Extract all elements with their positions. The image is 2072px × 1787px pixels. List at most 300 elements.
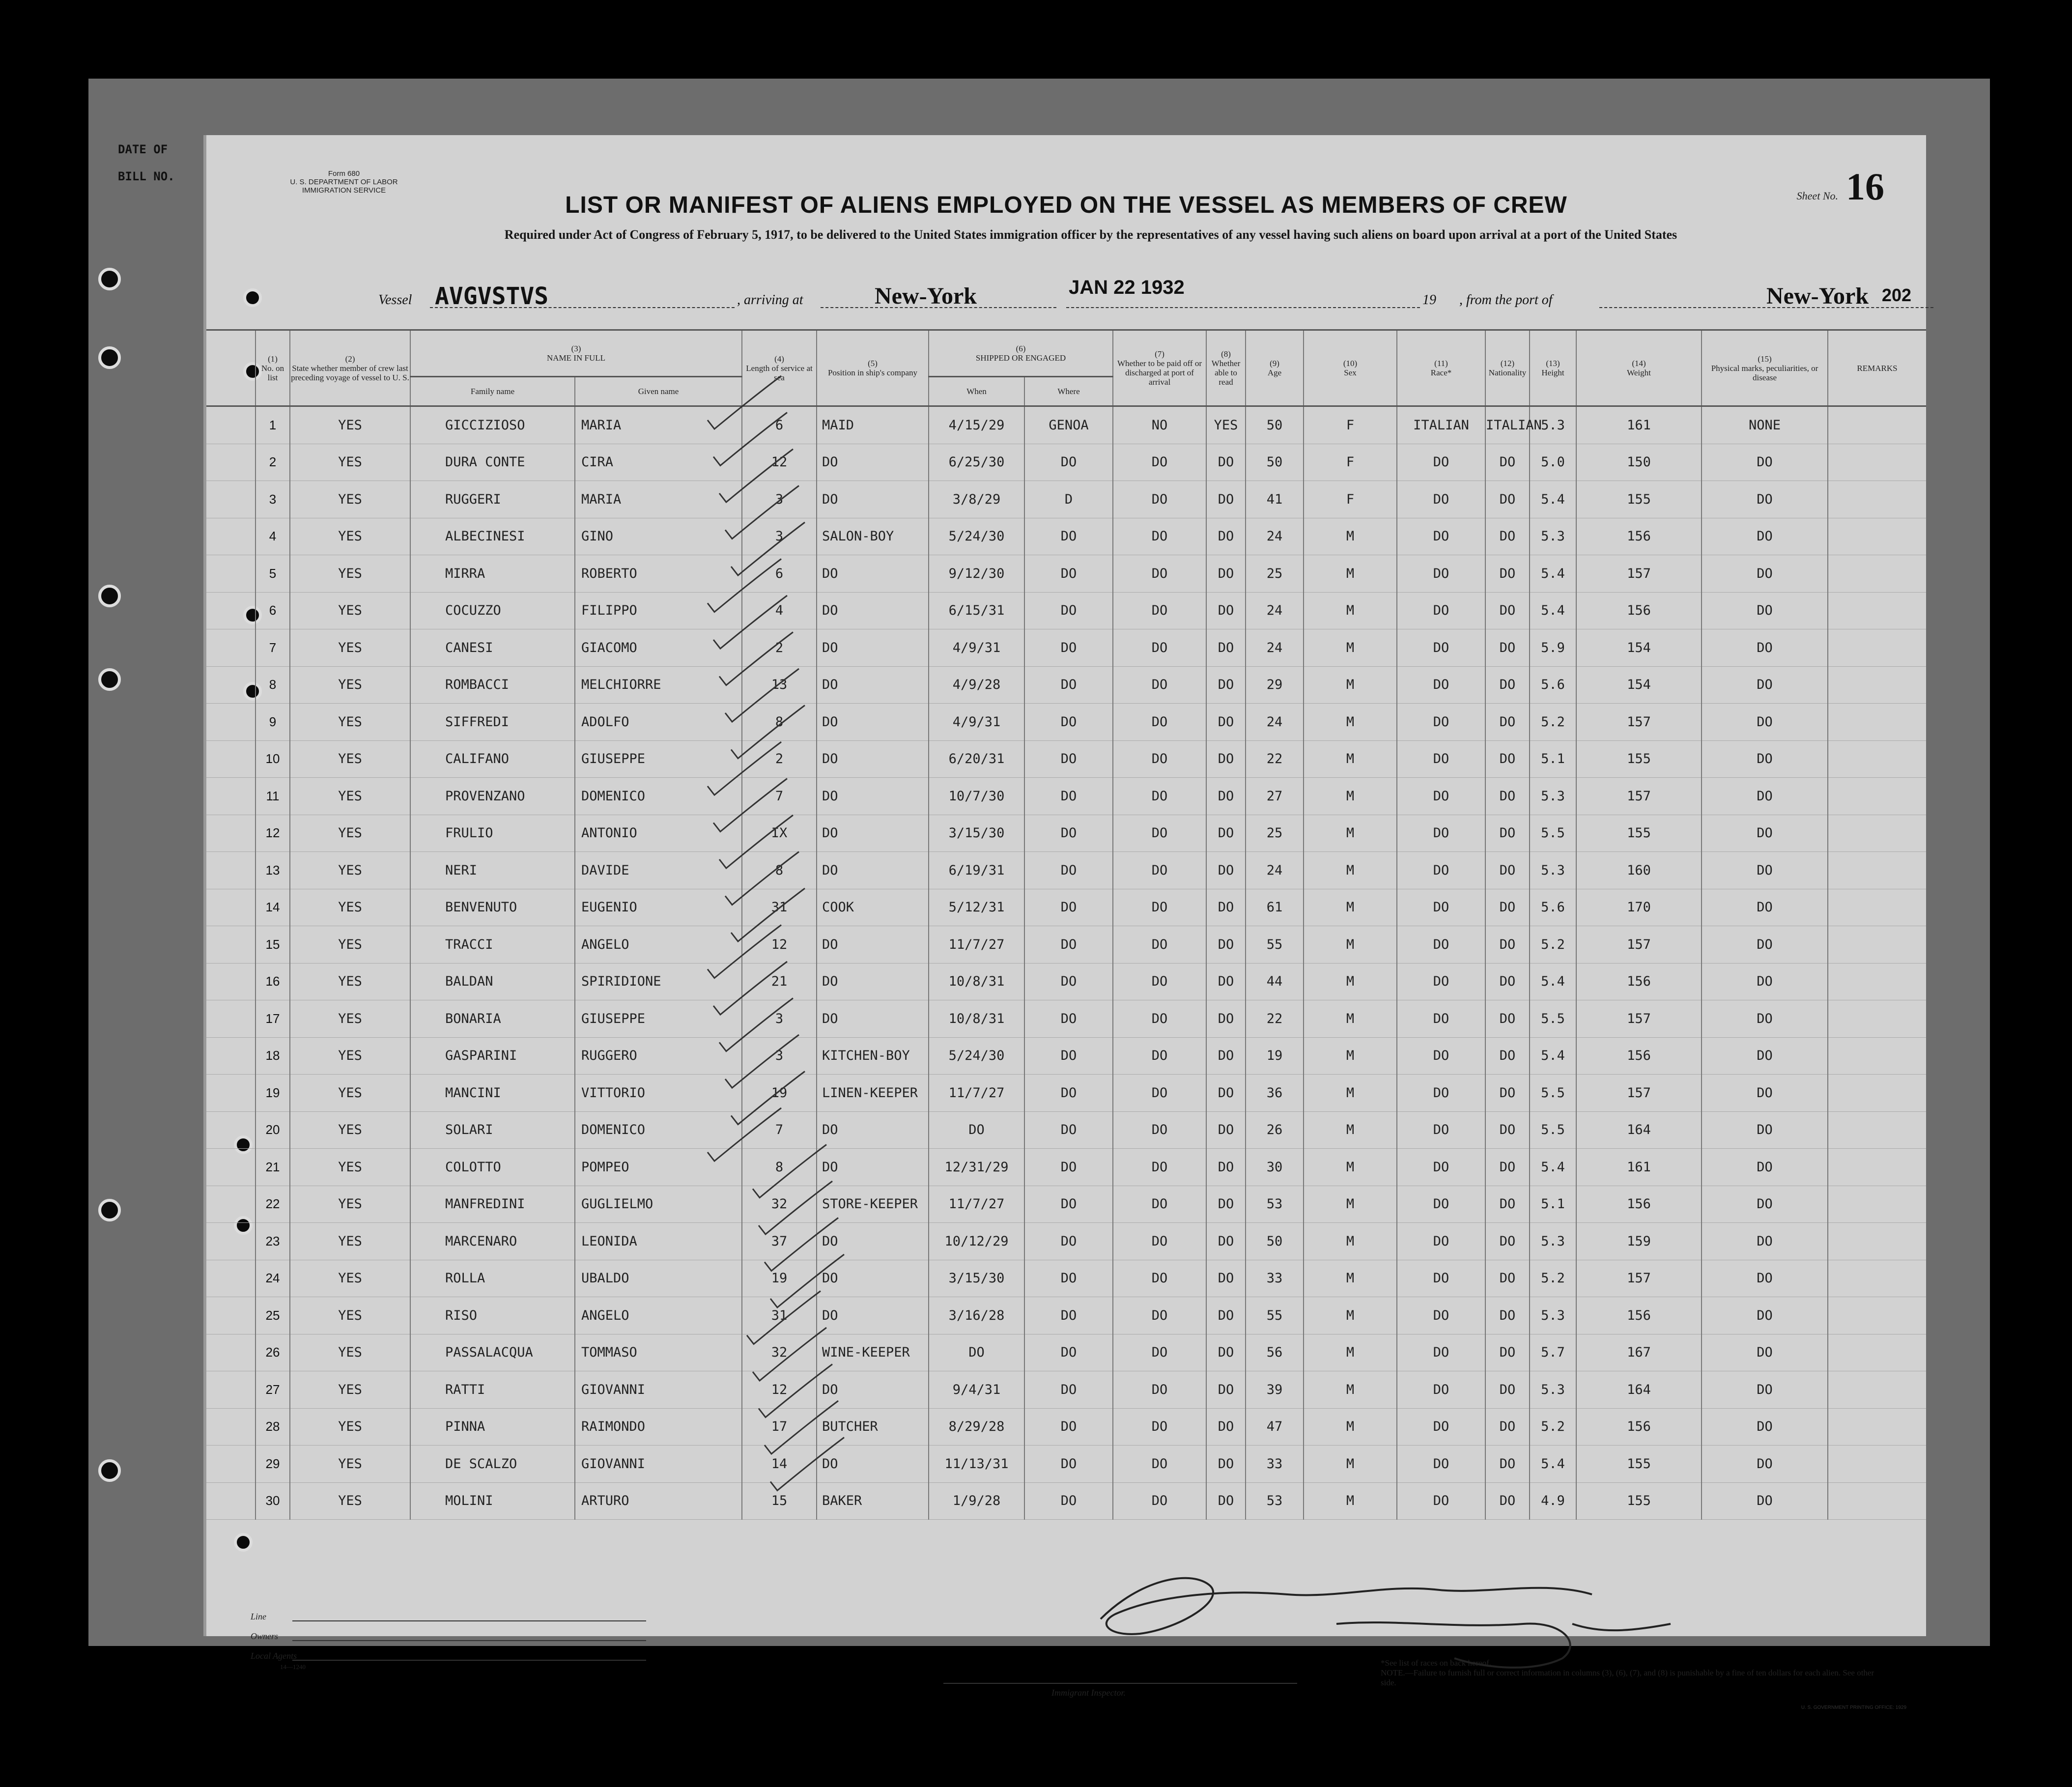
shipped-when-cell: 4/9/31: [929, 629, 1024, 667]
punch-hole: [98, 585, 121, 607]
paid-off-cell: DO: [1113, 889, 1206, 926]
shipped-when-cell: 6/25/30: [929, 444, 1024, 481]
sex-cell: M: [1304, 1037, 1397, 1075]
margin-cell: [206, 518, 255, 555]
crew-manifest-table: [206, 329, 1926, 1520]
row-number: 23: [255, 1223, 290, 1260]
header-given-name: Given name: [575, 377, 742, 406]
position-cell: DO: [817, 1260, 929, 1297]
printer-imprint: U. S. GOVERNMENT PRINTING OFFICE: 1929: [1801, 1705, 1906, 1710]
able-to-read-cell: DO: [1206, 1482, 1246, 1520]
race-cell: DO: [1397, 1371, 1485, 1409]
previous-voyage-cell: YES: [290, 1297, 410, 1334]
given-name-cell: MARIA: [575, 481, 742, 518]
age-cell: 27: [1246, 778, 1304, 815]
able-to-read-cell: DO: [1206, 852, 1246, 889]
nationality-cell: DO: [1485, 1186, 1530, 1223]
table-row: [206, 1075, 1926, 1112]
row-number: 21: [255, 1149, 290, 1186]
row-number: 17: [255, 1000, 290, 1038]
length-of-service-cell: 7: [742, 1111, 817, 1149]
previous-voyage-cell: YES: [290, 1446, 410, 1483]
header-previous-voyage: (2) State whether member of crew last preceding voyage of vessel to U. S.: [290, 330, 410, 406]
nationality-cell: DO: [1485, 1037, 1530, 1075]
sex-cell: M: [1304, 740, 1397, 778]
remarks-cell: [1828, 406, 1926, 444]
family-name-cell: ROMBACCI: [410, 666, 575, 704]
given-name-cell: GIACOMO: [575, 629, 742, 667]
margin-cell: [206, 1000, 255, 1038]
height-cell: 5.0: [1530, 444, 1576, 481]
previous-voyage-cell: YES: [290, 1482, 410, 1520]
sex-cell: M: [1304, 1111, 1397, 1149]
weight-cell: 156: [1576, 1297, 1702, 1334]
weight-cell: 157: [1576, 778, 1702, 815]
paid-off-cell: DO: [1113, 815, 1206, 852]
family-name-cell: ALBECINESI: [410, 518, 575, 555]
paid-off-cell: DO: [1113, 740, 1206, 778]
remarks-cell: [1828, 963, 1926, 1000]
header-nationality: (12) Nationality: [1485, 330, 1530, 406]
paid-off-cell: DO: [1113, 1334, 1206, 1371]
punch-hole: [98, 1459, 121, 1482]
family-name-cell: DE SCALZO: [410, 1446, 575, 1483]
row-number: 15: [255, 926, 290, 964]
physical-marks-cell: DO: [1702, 963, 1828, 1000]
sex-cell: M: [1304, 889, 1397, 926]
margin-cell: [206, 1075, 255, 1112]
remarks-cell: [1828, 481, 1926, 518]
margin-cell: [206, 481, 255, 518]
length-of-service-cell: 8: [742, 704, 817, 741]
height-cell: 5.1: [1530, 740, 1576, 778]
position-cell: DO: [817, 1371, 929, 1409]
shipped-when-cell: 10/8/31: [929, 963, 1024, 1000]
header-paid-off: (7) Whether to be paid off or discharged at port of arrival: [1113, 330, 1206, 406]
shipped-where-cell: DO: [1024, 1371, 1113, 1409]
vessel-name: AVGVSTVS: [435, 283, 549, 310]
length-of-service-cell: 14: [742, 1446, 817, 1483]
physical-marks-cell: DO: [1702, 704, 1828, 741]
family-name-cell: GICCIZIOSO: [410, 406, 575, 444]
height-cell: 5.3: [1530, 1371, 1576, 1409]
paid-off-cell: DO: [1113, 481, 1206, 518]
department-name: U. S. DEPARTMENT OF LABOR: [290, 178, 398, 186]
given-name-cell: VITTORIO: [575, 1075, 742, 1112]
sex-cell: M: [1304, 666, 1397, 704]
row-number: 12: [255, 815, 290, 852]
weight-cell: 157: [1576, 1260, 1702, 1297]
age-cell: 25: [1246, 815, 1304, 852]
physical-marks-cell: DO: [1702, 1297, 1828, 1334]
position-cell: DO: [817, 555, 929, 593]
race-cell: DO: [1397, 666, 1485, 704]
row-number: 2: [255, 444, 290, 481]
physical-marks-cell: DO: [1702, 1408, 1828, 1446]
family-name-cell: RISO: [410, 1297, 575, 1334]
remarks-cell: [1828, 629, 1926, 667]
physical-marks-cell: DO: [1702, 1482, 1828, 1520]
able-to-read-cell: DO: [1206, 1186, 1246, 1223]
shipped-where-cell: D: [1024, 481, 1113, 518]
owners-label: Owners: [251, 1631, 279, 1641]
given-name-cell: CIRA: [575, 444, 742, 481]
nationality-cell: DO: [1485, 1075, 1530, 1112]
paid-off-cell: DO: [1113, 704, 1206, 741]
physical-marks-cell: DO: [1702, 1186, 1828, 1223]
race-cell: DO: [1397, 963, 1485, 1000]
header-position: (5) Position in ship's company: [817, 330, 929, 406]
given-name-cell: ANTONIO: [575, 815, 742, 852]
remarks-cell: [1828, 1186, 1926, 1223]
able-to-read-cell: DO: [1206, 518, 1246, 555]
sex-cell: M: [1304, 963, 1397, 1000]
able-to-read-cell: YES: [1206, 406, 1246, 444]
previous-voyage-cell: YES: [290, 592, 410, 629]
age-cell: 24: [1246, 629, 1304, 667]
remarks-cell: [1828, 852, 1926, 889]
race-cell: DO: [1397, 1186, 1485, 1223]
given-name-cell: GIUSEPPE: [575, 1000, 742, 1038]
remarks-cell: [1828, 1000, 1926, 1038]
shipped-where-cell: DO: [1024, 1482, 1113, 1520]
weight-cell: 160: [1576, 852, 1702, 889]
shipped-when-cell: 4/9/28: [929, 666, 1024, 704]
margin-cell: [206, 1408, 255, 1446]
arriving-port: New-York: [875, 283, 977, 309]
position-cell: DO: [817, 740, 929, 778]
race-cell: DO: [1397, 704, 1485, 741]
previous-voyage-cell: YES: [290, 1111, 410, 1149]
length-of-service-cell: 37: [742, 1223, 817, 1260]
given-name-cell: POMPEO: [575, 1149, 742, 1186]
race-cell: DO: [1397, 629, 1485, 667]
row-number: 8: [255, 666, 290, 704]
nationality-cell: DO: [1485, 1371, 1530, 1409]
height-cell: 5.4: [1530, 963, 1576, 1000]
row-number: 5: [255, 555, 290, 593]
row-number: 14: [255, 889, 290, 926]
header-family-name: Family name: [410, 377, 575, 406]
race-cell: DO: [1397, 481, 1485, 518]
paid-off-cell: DO: [1113, 1075, 1206, 1112]
age-cell: 53: [1246, 1186, 1304, 1223]
height-cell: 4.9: [1530, 1482, 1576, 1520]
shipped-when-cell: 3/8/29: [929, 481, 1024, 518]
previous-voyage-cell: YES: [290, 1371, 410, 1409]
previous-voyage-cell: YES: [290, 1334, 410, 1371]
sheet-number: 16: [1846, 165, 1884, 208]
family-name-cell: BENVENUTO: [410, 889, 575, 926]
able-to-read-cell: DO: [1206, 963, 1246, 1000]
position-cell: DO: [817, 778, 929, 815]
nationality-cell: DO: [1485, 518, 1530, 555]
document-subtitle: Required under Act of Congress of February 5, 1917, to be delivered to the United States immigration officer by the representatives of any vessel having such aliens on board upon arrival at a port of the United States: [504, 227, 1677, 242]
shipped-when-cell: 10/12/29: [929, 1223, 1024, 1260]
length-of-service-cell: 31: [742, 889, 817, 926]
length-of-service-cell: 13: [742, 666, 817, 704]
shipped-when-cell: 5/24/30: [929, 518, 1024, 555]
physical-marks-cell: DO: [1702, 481, 1828, 518]
nationality-cell: DO: [1485, 592, 1530, 629]
margin-cell: [206, 555, 255, 593]
shipped-where-cell: DO: [1024, 778, 1113, 815]
race-cell: DO: [1397, 926, 1485, 964]
race-cell: DO: [1397, 1446, 1485, 1483]
previous-voyage-cell: YES: [290, 778, 410, 815]
position-cell: COOK: [817, 889, 929, 926]
sex-cell: M: [1304, 1075, 1397, 1112]
paid-off-cell: DO: [1113, 666, 1206, 704]
row-number: 9: [255, 704, 290, 741]
race-cell: DO: [1397, 1000, 1485, 1038]
given-name-cell: GINO: [575, 518, 742, 555]
family-name-cell: MOLINI: [410, 1482, 575, 1520]
previous-voyage-cell: YES: [290, 1186, 410, 1223]
able-to-read-cell: DO: [1206, 481, 1246, 518]
local-agents-label: Local Agents: [251, 1651, 297, 1661]
physical-marks-cell: DO: [1702, 1334, 1828, 1371]
table-row: [206, 1186, 1926, 1223]
able-to-read-cell: DO: [1206, 1446, 1246, 1483]
physical-marks-cell: DO: [1702, 1149, 1828, 1186]
weight-cell: 157: [1576, 555, 1702, 593]
length-of-service-cell: 12: [742, 1371, 817, 1409]
height-cell: 5.3: [1530, 1223, 1576, 1260]
family-name-cell: NERI: [410, 852, 575, 889]
row-number: 27: [255, 1371, 290, 1409]
age-cell: 55: [1246, 926, 1304, 964]
age-cell: 26: [1246, 1111, 1304, 1149]
immigrant-inspector-label: Immigrant Inspector.: [1051, 1688, 1126, 1698]
given-name-cell: ANGELO: [575, 1297, 742, 1334]
nationality-cell: DO: [1485, 629, 1530, 667]
row-number: 7: [255, 629, 290, 667]
family-name-cell: CANESI: [410, 629, 575, 667]
family-name-cell: MIRRA: [410, 555, 575, 593]
age-cell: 39: [1246, 1371, 1304, 1409]
row-number: 19: [255, 1075, 290, 1112]
header-where: Where: [1024, 377, 1113, 406]
table-row: [206, 444, 1926, 481]
inspector-rule: [943, 1683, 1297, 1684]
margin-cell: [206, 778, 255, 815]
row-number: 6: [255, 592, 290, 629]
age-cell: 50: [1246, 444, 1304, 481]
punch-hole: [98, 346, 121, 369]
height-cell: 5.7: [1530, 1334, 1576, 1371]
physical-marks-cell: DO: [1702, 1000, 1828, 1038]
sex-cell: M: [1304, 1297, 1397, 1334]
margin-cell: [206, 406, 255, 444]
nationality-cell: DO: [1485, 852, 1530, 889]
height-cell: 5.5: [1530, 1111, 1576, 1149]
shipped-when-cell: 4/15/29: [929, 406, 1024, 444]
age-cell: 50: [1246, 1223, 1304, 1260]
paid-off-cell: DO: [1113, 963, 1206, 1000]
table-row: [206, 518, 1926, 555]
remarks-cell: [1828, 555, 1926, 593]
table-row: [206, 1408, 1926, 1446]
able-to-read-cell: DO: [1206, 592, 1246, 629]
shipped-where-cell: DO: [1024, 1260, 1113, 1297]
given-name-cell: FILIPPO: [575, 592, 742, 629]
physical-marks-cell: DO: [1702, 1037, 1828, 1075]
race-cell: DO: [1397, 1075, 1485, 1112]
shipped-when-cell: 5/24/30: [929, 1037, 1024, 1075]
nationality-cell: DO: [1485, 555, 1530, 593]
sex-cell: M: [1304, 1000, 1397, 1038]
remarks-cell: [1828, 889, 1926, 926]
shipped-where-cell: DO: [1024, 704, 1113, 741]
length-of-service-cell: 4: [742, 592, 817, 629]
race-cell: DO: [1397, 889, 1485, 926]
shipped-where-cell: GENOA: [1024, 406, 1113, 444]
age-cell: 19: [1246, 1037, 1304, 1075]
given-name-cell: MARIA: [575, 406, 742, 444]
physical-marks-cell: DO: [1702, 740, 1828, 778]
able-to-read-cell: DO: [1206, 1149, 1246, 1186]
margin-cell: [206, 1482, 255, 1520]
weight-cell: 154: [1576, 629, 1702, 667]
table-row: [206, 926, 1926, 964]
nationality-cell: DO: [1485, 963, 1530, 1000]
position-cell: DO: [817, 1000, 929, 1038]
form-number: Form 680: [328, 170, 360, 178]
previous-voyage-cell: YES: [290, 740, 410, 778]
length-of-service-cell: 32: [742, 1186, 817, 1223]
able-to-read-cell: DO: [1206, 1334, 1246, 1371]
nationality-cell: DO: [1485, 740, 1530, 778]
sex-cell: F: [1304, 406, 1397, 444]
margin-cell: [206, 1111, 255, 1149]
paid-off-cell: DO: [1113, 1111, 1206, 1149]
arriving-underline: [821, 307, 1056, 308]
remarks-cell: [1828, 740, 1926, 778]
able-to-read-cell: DO: [1206, 1223, 1246, 1260]
family-name-cell: RATTI: [410, 1371, 575, 1409]
position-cell: DO: [817, 666, 929, 704]
position-cell: STORE-KEEPER: [817, 1186, 929, 1223]
vessel-label: Vessel: [378, 292, 412, 308]
margin-cell: [206, 1149, 255, 1186]
length-of-service-cell: IX: [742, 815, 817, 852]
position-cell: DO: [817, 1223, 929, 1260]
given-name-cell: EUGENIO: [575, 889, 742, 926]
position-cell: DO: [817, 1111, 929, 1149]
age-cell: 50: [1246, 406, 1304, 444]
physical-marks-cell: DO: [1702, 778, 1828, 815]
height-cell: 5.5: [1530, 1075, 1576, 1112]
age-cell: 30: [1246, 1149, 1304, 1186]
shipped-where-cell: DO: [1024, 815, 1113, 852]
header-remarks: REMARKS: [1828, 330, 1926, 406]
paid-off-cell: DO: [1113, 1482, 1206, 1520]
shipped-when-cell: 9/4/31: [929, 1371, 1024, 1409]
position-cell: BUTCHER: [817, 1408, 929, 1446]
height-cell: 5.2: [1530, 704, 1576, 741]
punch-hole: [98, 1199, 121, 1221]
shipped-where-cell: DO: [1024, 1111, 1113, 1149]
age-cell: 24: [1246, 852, 1304, 889]
paid-off-cell: DO: [1113, 778, 1206, 815]
physical-marks-cell: DO: [1702, 815, 1828, 852]
able-to-read-cell: DO: [1206, 889, 1246, 926]
position-cell: DO: [817, 963, 929, 1000]
physical-marks-cell: DO: [1702, 629, 1828, 667]
previous-voyage-cell: YES: [290, 406, 410, 444]
shipped-when-cell: 1/9/28: [929, 1482, 1024, 1520]
age-cell: 24: [1246, 518, 1304, 555]
able-to-read-cell: DO: [1206, 666, 1246, 704]
given-name-cell: LEONIDA: [575, 1223, 742, 1260]
paid-off-cell: DO: [1113, 1446, 1206, 1483]
height-cell: 5.3: [1530, 852, 1576, 889]
shipped-where-cell: DO: [1024, 889, 1113, 926]
table-row: [206, 704, 1926, 741]
weight-cell: 154: [1576, 666, 1702, 704]
table-row: [206, 1446, 1926, 1483]
remarks-cell: [1828, 444, 1926, 481]
shipped-when-cell: 9/12/30: [929, 555, 1024, 593]
height-cell: 5.6: [1530, 889, 1576, 926]
physical-marks-cell: DO: [1702, 592, 1828, 629]
shipped-when-cell: 8/29/28: [929, 1408, 1024, 1446]
length-of-service-cell: 3: [742, 481, 817, 518]
race-cell: DO: [1397, 1408, 1485, 1446]
position-cell: DO: [817, 1149, 929, 1186]
age-cell: 36: [1246, 1075, 1304, 1112]
family-name-cell: BALDAN: [410, 963, 575, 1000]
remarks-cell: [1828, 1223, 1926, 1260]
races-footnote: *See list of races on back hereof.: [1381, 1658, 1492, 1668]
age-cell: 55: [1246, 1297, 1304, 1334]
shipped-when-cell: 3/16/28: [929, 1297, 1024, 1334]
length-of-service-cell: 6: [742, 406, 817, 444]
weight-cell: 157: [1576, 704, 1702, 741]
able-to-read-cell: DO: [1206, 1260, 1246, 1297]
row-number: 10: [255, 740, 290, 778]
margin-cell: [206, 1334, 255, 1371]
previous-voyage-cell: YES: [290, 555, 410, 593]
height-cell: 5.9: [1530, 629, 1576, 667]
page-number: 202: [1881, 285, 1911, 305]
nationality-cell: DO: [1485, 1334, 1530, 1371]
header-sex: (10) Sex: [1304, 330, 1397, 406]
length-of-service-cell: 3: [742, 518, 817, 555]
race-cell: DO: [1397, 1149, 1485, 1186]
shipped-where-cell: DO: [1024, 1075, 1113, 1112]
race-cell: DO: [1397, 1111, 1485, 1149]
header-no-on-list: (1) No. on list: [255, 330, 290, 406]
margin-cell: [206, 852, 255, 889]
race-cell: DO: [1397, 1037, 1485, 1075]
given-name-cell: MELCHIORRE: [575, 666, 742, 704]
position-cell: DO: [817, 1297, 929, 1334]
able-to-read-cell: DO: [1206, 926, 1246, 964]
margin-cell: [206, 1371, 255, 1409]
physical-marks-cell: DO: [1702, 1446, 1828, 1483]
race-cell: DO: [1397, 740, 1485, 778]
service-name: IMMIGRATION SERVICE: [302, 186, 386, 195]
length-of-service-cell: 2: [742, 629, 817, 667]
age-cell: 41: [1246, 481, 1304, 518]
row-number: 13: [255, 852, 290, 889]
physical-marks-cell: DO: [1702, 666, 1828, 704]
row-number: 1: [255, 406, 290, 444]
shipped-when-cell: 10/7/30: [929, 778, 1024, 815]
table-row: [206, 778, 1926, 815]
